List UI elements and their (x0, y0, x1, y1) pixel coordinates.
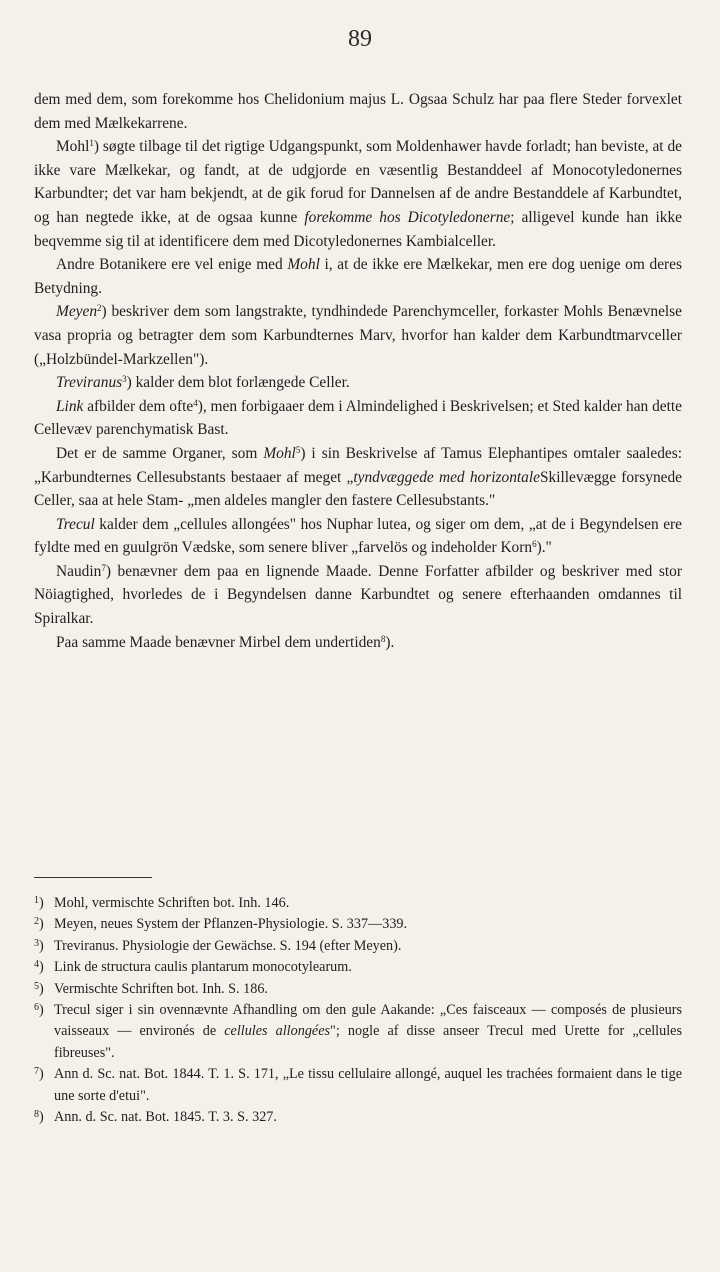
footnote-ref-7[interactable]: 7 (101, 562, 106, 573)
footnote: $^8$) Ann. d. Sc. nat. Bot. 1845. T. 3. S. 327. (34, 1109, 277, 1126)
page-number: 89 (348, 26, 372, 52)
paragraph-5: Treviranus$^3$) kalder dem blot forlængede Celler. (56, 374, 350, 392)
footnote: $^1$) Mohl, vermischte Schriften bot. Inh. 146. (34, 895, 290, 911)
footnote-ref-8[interactable]: 8 (380, 633, 386, 644)
footnote: $^5$) Vermischte Schriften bot. Inh. S. 186. (34, 980, 268, 997)
body-text (34, 88, 682, 654)
paragraph-4: Meyen$^2$) beskriver dem som langstrakte, tyndhindede Parenchymceller, forkaster Mohls Benævnelse vasa propria og betragter dem som Karbundternes Marv, hvorfor han kalder dem Karbundtmarvceller („Holzbündel-Markzellen"). (34, 303, 682, 368)
footnote: $^7$) Ann d. Sc. nat. Bot. 1844. T. 1. S. 171, „Le tissu cellulaire allongé, auquel les trachées formaient dans le tige une sorte d'etui". (34, 1066, 682, 1104)
footnote-ref-3[interactable]: 3 (122, 374, 127, 385)
footnote: $^2$) Meyen, neues System der Pflanzen-Physiologie. S. 337—339. (34, 916, 408, 933)
paragraph-8: Trecul kalder dem „cellules allongées" hos Nuphar lutea, og siger om dem, „at de i Begyndelsen ere fyldte med en guulgrön Vædske, som senere bliver „farvelös og indeholder Korn$^6$)." (34, 515, 682, 557)
paragraph-6: Link afbilder dem ofte$^4$), men forbigaaer dem i Almindelighed i Beskrivelsen; et Sted kalder han dette Cellevæv parenchymatisk Bast. (34, 397, 683, 439)
paragraph-7: Det er de samme Organer, som Mohl$^5$) i sin Beskrivelse af Tamus Elephantipes omtaler saaledes: „Karbundternes Cellesubstants bestaaer af meget „tyndvæggede med horizontaleSkillevægge forsynede Celler, saa at hele Stam- „men aldeles mangler den fastere Cellesubstants." (34, 444, 682, 510)
footnote: $^4$) Link de structura caulis plantarum monocotylearum. (34, 959, 352, 976)
footnote-ref-1[interactable]: 1 (89, 138, 94, 149)
footnote-ref-6[interactable]: 6 (532, 539, 537, 550)
paragraph-2: Mohl$^1$) søgte tilbage til det rigtige Udgangspunkt, som Moldenhawer havde forladt; han beviste, at de ikke vare Mælkekar, og fandt, at de udgjorde en væsentlig Bestanddeel af Monocotyledonernes Karbundter; det var ham bekjendt, at de gik forud for Dannelsen af de andre Bestanddele af Karbundtet, og han negtede ikke, at de ogsaa kunne forekomme hos Dicotyledonerne; alligevel kunde han ikke beqvemme sig til at identificere dem med Dicotyledonernes Kambialceller. (34, 138, 682, 250)
footnote: $^6$) Trecul siger i sin ovennævnte Afhandling om den gule Aakande: „Ces faisceaux — composés de plusieurs vaisseaux — environés de cellules allongées"; nogle af disse anseer Trecul med Urette for „cellules fibreuses". (34, 1002, 682, 1061)
footnote-ref-2[interactable]: 2 (97, 303, 102, 314)
paragraph-1: dem med dem, som forekomme hos Chelidonium majus L. Ogsaa Schulz har paa flere Steder forvexlet dem med Mælkekarrene. (34, 91, 682, 132)
footnote: $^3$) Treviranus. Physiologie der Gewächse. S. 194 (efter Meyen). (34, 937, 402, 954)
footnote-ref-4[interactable]: 4 (193, 397, 198, 408)
paragraph-3: Andre Botanikere ere vel enige med Mohl i, at de ikke ere Mælkekar, men ere dog uenige om deres Betydning. (34, 256, 682, 297)
footnote-ref-5[interactable]: 5 (295, 444, 301, 455)
footnote-divider (34, 877, 152, 878)
paragraph-9: Naudin$^7$) benævner dem paa en lignende Maade. Denne Forfatter afbilder og beskriver med stor Nöiagtighed, hvorledes de i Begyndelsen danne Karbundtet og senere efterhaanden omdannes til Spiralkar. (34, 562, 682, 628)
footnotes (34, 893, 682, 1128)
paragraph-10: Paa samme Maade benævner Mirbel dem undertiden$^8$). (56, 633, 395, 651)
